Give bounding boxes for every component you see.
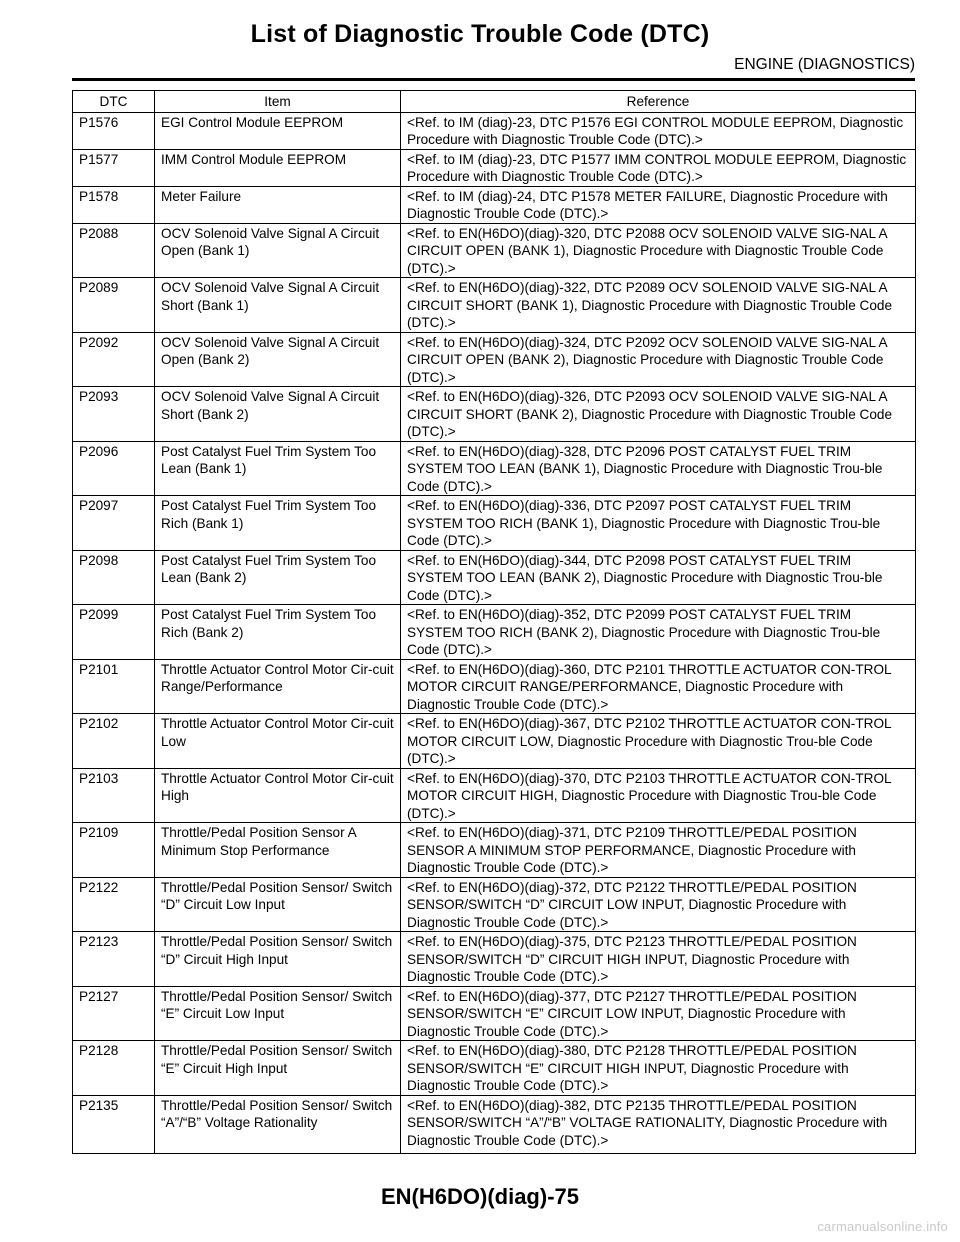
dtc-reference: <Ref. to EN(H6DO)(diag)-324, DTC P2092 OCV SOLENOID VALVE SIG-NAL A CIRCUIT OPEN (BANK 2), Diagnostic Procedure with Diagnostic Trouble Code (DTC).> xyxy=(401,332,916,387)
dtc-reference: <Ref. to EN(H6DO)(diag)-320, DTC P2088 OCV SOLENOID VALVE SIG-NAL A CIRCUIT OPEN (BANK 1), Diagnostic Procedure with Diagnostic Trouble Code (DTC).> xyxy=(401,223,916,278)
dtc-item: Throttle/Pedal Position Sensor/ Switch “D” Circuit Low Input xyxy=(155,877,401,932)
table-row xyxy=(73,186,916,223)
dtc-reference: <Ref. to EN(H6DO)(diag)-367, DTC P2102 THROTTLE ACTUATOR CON-TROL MOTOR CIRCUIT LOW, Diagnostic Procedure with Diagnostic Trou-ble Code (DTC).> xyxy=(401,714,916,769)
column-header-reference: Reference xyxy=(401,91,916,113)
dtc-code: P1578 xyxy=(73,186,155,223)
dtc-item: Post Catalyst Fuel Trim System Too Lean (Bank 1) xyxy=(155,441,401,496)
dtc-code: P1576 xyxy=(73,112,155,149)
title-rule xyxy=(72,78,915,81)
dtc-item: Post Catalyst Fuel Trim System Too Rich (Bank 2) xyxy=(155,605,401,660)
section-title: ENGINE (DIAGNOSTICS) xyxy=(734,56,915,73)
dtc-code: P2127 xyxy=(73,986,155,1041)
table-row xyxy=(73,877,916,932)
dtc-code: P1577 xyxy=(73,149,155,186)
page-title: List of Diagnostic Trouble Code (DTC) xyxy=(250,20,710,48)
column-header-dtc: DTC xyxy=(73,91,155,113)
table-row xyxy=(73,550,916,605)
column-header-item: Item xyxy=(155,91,401,113)
dtc-code: P2128 xyxy=(73,1041,155,1096)
dtc-code: P2099 xyxy=(73,605,155,660)
dtc-reference: <Ref. to EN(H6DO)(diag)-326, DTC P2093 OCV SOLENOID VALVE SIG-NAL A CIRCUIT SHORT (BANK 2), Diagnostic Procedure with Diagnostic Trouble Code (DTC).> xyxy=(401,387,916,442)
dtc-code: P2089 xyxy=(73,278,155,333)
dtc-reference: <Ref. to EN(H6DO)(diag)-360, DTC P2101 THROTTLE ACTUATOR CON-TROL MOTOR CIRCUIT RANGE/PERFORMANCE, Diagnostic Procedure with Diagnostic Trouble Code (DTC).> xyxy=(401,659,916,714)
dtc-code: P2092 xyxy=(73,332,155,387)
table-header-row xyxy=(73,91,916,113)
dtc-reference: <Ref. to EN(H6DO)(diag)-352, DTC P2099 POST CATALYST FUEL TRIM SYSTEM TOO RICH (BANK 2), Diagnostic Procedure with Diagnostic Trou-ble Code (DTC).> xyxy=(401,605,916,660)
dtc-table xyxy=(72,90,916,1154)
dtc-code: P2122 xyxy=(73,877,155,932)
dtc-reference: <Ref. to EN(H6DO)(diag)-372, DTC P2122 THROTTLE/PEDAL POSITION SENSOR/SWITCH “D” CIRCUIT LOW INPUT, Diagnostic Procedure with Diagnostic Trouble Code (DTC).> xyxy=(401,877,916,932)
dtc-item: OCV Solenoid Valve Signal A Circuit Short (Bank 2) xyxy=(155,387,401,442)
table-row xyxy=(73,387,916,442)
table-row xyxy=(73,278,916,333)
dtc-reference: <Ref. to EN(H6DO)(diag)-382, DTC P2135 THROTTLE/PEDAL POSITION SENSOR/SWITCH “A”/“B” VOLTAGE RATIONALITY, Diagnostic Procedure with Diagnostic Trouble Code (DTC).> xyxy=(401,1095,916,1154)
dtc-item: EGI Control Module EEPROM xyxy=(155,112,401,149)
dtc-reference: <Ref. to EN(H6DO)(diag)-380, DTC P2128 THROTTLE/PEDAL POSITION SENSOR/SWITCH “E” CIRCUIT HIGH INPUT, Diagnostic Procedure with Diagnostic Trouble Code (DTC).> xyxy=(401,1041,916,1096)
dtc-code: P2135 xyxy=(73,1095,155,1154)
table-row xyxy=(73,496,916,551)
dtc-item: Throttle/Pedal Position Sensor/ Switch “A”/“B” Voltage Rationality xyxy=(155,1095,401,1154)
dtc-item: Throttle/Pedal Position Sensor/ Switch “D” Circuit High Input xyxy=(155,932,401,987)
dtc-item: Meter Failure xyxy=(155,186,401,223)
watermark: carmanualsonline.info xyxy=(817,1219,948,1234)
table-row xyxy=(73,112,916,149)
dtc-reference: <Ref. to IM (diag)-24, DTC P1578 METER FAILURE, Diagnostic Procedure with Diagnostic Trouble Code (DTC).> xyxy=(401,186,916,223)
dtc-reference: <Ref. to EN(H6DO)(diag)-375, DTC P2123 THROTTLE/PEDAL POSITION SENSOR/SWITCH “D” CIRCUIT HIGH INPUT, Diagnostic Procedure with Diagnostic Trouble Code (DTC).> xyxy=(401,932,916,987)
dtc-reference: <Ref. to IM (diag)-23, DTC P1576 EGI CONTROL MODULE EEPROM, Diagnostic Procedure with Diagnostic Trouble Code (DTC).> xyxy=(401,112,916,149)
dtc-reference: <Ref. to EN(H6DO)(diag)-328, DTC P2096 POST CATALYST FUEL TRIM SYSTEM TOO LEAN (BANK 1), Diagnostic Procedure with Diagnostic Trou-ble Code (DTC).> xyxy=(401,441,916,496)
dtc-item: Throttle/Pedal Position Sensor/ Switch “E” Circuit High Input xyxy=(155,1041,401,1096)
dtc-item: Throttle/Pedal Position Sensor/ Switch “E” Circuit Low Input xyxy=(155,986,401,1041)
dtc-item: Throttle Actuator Control Motor Cir-cuit High xyxy=(155,768,401,823)
dtc-item: Throttle Actuator Control Motor Cir-cuit Low xyxy=(155,714,401,769)
table-row xyxy=(73,441,916,496)
dtc-item: Post Catalyst Fuel Trim System Too Rich (Bank 1) xyxy=(155,496,401,551)
dtc-item: Post Catalyst Fuel Trim System Too Lean (Bank 2) xyxy=(155,550,401,605)
dtc-item: Throttle Actuator Control Motor Cir-cuit Range/Performance xyxy=(155,659,401,714)
dtc-code: P2097 xyxy=(73,496,155,551)
dtc-reference: <Ref. to EN(H6DO)(diag)-371, DTC P2109 THROTTLE/PEDAL POSITION SENSOR A MINIMUM STOP PERFORMANCE, Diagnostic Procedure with Diagnostic Trouble Code (DTC).> xyxy=(401,823,916,878)
dtc-item: OCV Solenoid Valve Signal A Circuit Open (Bank 2) xyxy=(155,332,401,387)
dtc-code: P2098 xyxy=(73,550,155,605)
dtc-reference: <Ref. to EN(H6DO)(diag)-322, DTC P2089 OCV SOLENOID VALVE SIG-NAL A CIRCUIT SHORT (BANK 1), Diagnostic Procedure with Diagnostic Trouble Code (DTC).> xyxy=(401,278,916,333)
table-row xyxy=(73,768,916,823)
dtc-reference: <Ref. to EN(H6DO)(diag)-377, DTC P2127 THROTTLE/PEDAL POSITION SENSOR/SWITCH “E” CIRCUIT LOW INPUT, Diagnostic Procedure with Diagnostic Trouble Code (DTC).> xyxy=(401,986,916,1041)
dtc-code: P2103 xyxy=(73,768,155,823)
page-number: EN(H6DO)(diag)-75 xyxy=(380,1184,579,1209)
table-row xyxy=(73,1041,916,1096)
dtc-code: P2102 xyxy=(73,714,155,769)
dtc-reference: <Ref. to EN(H6DO)(diag)-344, DTC P2098 POST CATALYST FUEL TRIM SYSTEM TOO LEAN (BANK 2), Diagnostic Procedure with Diagnostic Trou-ble Code (DTC).> xyxy=(401,550,916,605)
table-row xyxy=(73,332,916,387)
table-row xyxy=(73,714,916,769)
dtc-code: P2088 xyxy=(73,223,155,278)
dtc-reference: <Ref. to IM (diag)-23, DTC P1577 IMM CONTROL MODULE EEPROM, Diagnostic Procedure with Diagnostic Trouble Code (DTC).> xyxy=(401,149,916,186)
dtc-code: P2101 xyxy=(73,659,155,714)
dtc-code: P2093 xyxy=(73,387,155,442)
table-row xyxy=(73,986,916,1041)
table-row xyxy=(73,149,916,186)
table-row xyxy=(73,659,916,714)
table-row xyxy=(73,605,916,660)
dtc-item: OCV Solenoid Valve Signal A Circuit Open (Bank 1) xyxy=(155,223,401,278)
dtc-item: Throttle/Pedal Position Sensor A Minimum Stop Performance xyxy=(155,823,401,878)
table-row xyxy=(73,932,916,987)
table-row xyxy=(73,223,916,278)
dtc-code: P2096 xyxy=(73,441,155,496)
table-row xyxy=(73,1095,916,1154)
dtc-item: IMM Control Module EEPROM xyxy=(155,149,401,186)
dtc-reference: <Ref. to EN(H6DO)(diag)-336, DTC P2097 POST CATALYST FUEL TRIM SYSTEM TOO RICH (BANK 1), Diagnostic Procedure with Diagnostic Trou-ble Code (DTC).> xyxy=(401,496,916,551)
dtc-reference: <Ref. to EN(H6DO)(diag)-370, DTC P2103 THROTTLE ACTUATOR CON-TROL MOTOR CIRCUIT HIGH, Diagnostic Procedure with Diagnostic Trou-ble Code (DTC).> xyxy=(401,768,916,823)
dtc-code: P2123 xyxy=(73,932,155,987)
dtc-item: OCV Solenoid Valve Signal A Circuit Short (Bank 1) xyxy=(155,278,401,333)
dtc-code: P2109 xyxy=(73,823,155,878)
table-row xyxy=(73,823,916,878)
